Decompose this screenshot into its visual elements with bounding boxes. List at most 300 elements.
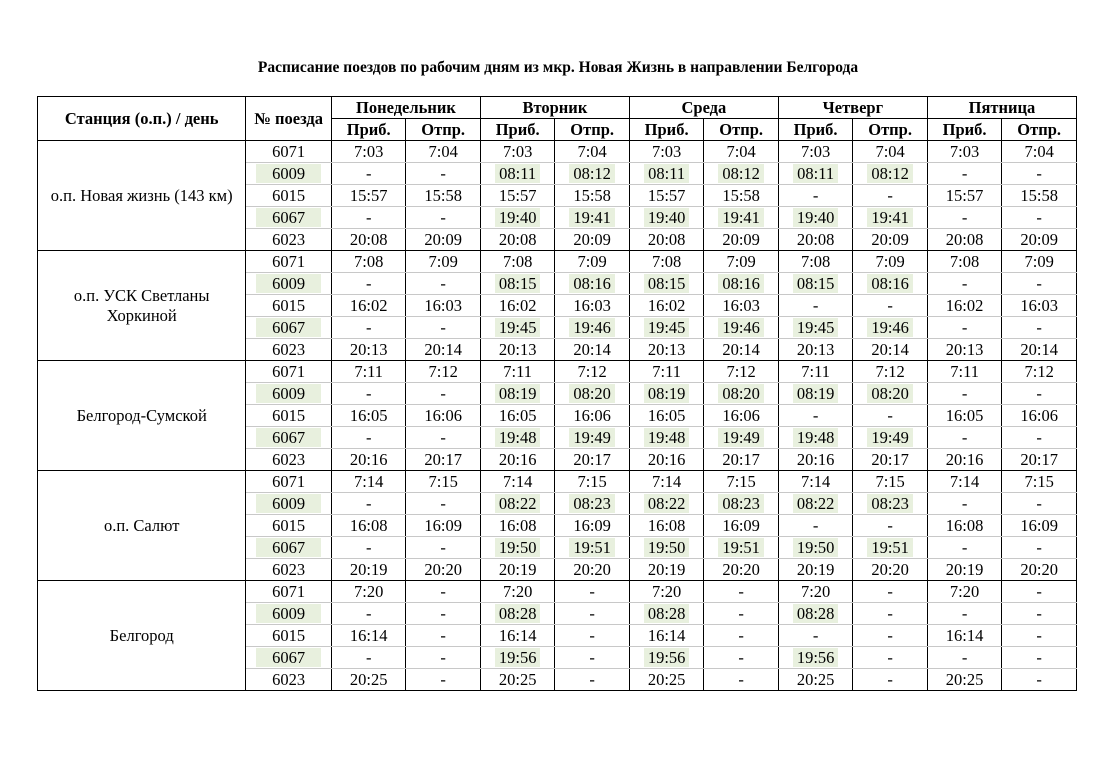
time-value: 19:41 xyxy=(867,208,913,227)
time-value: 19:40 xyxy=(793,208,839,227)
time-value: 20:08 xyxy=(796,229,835,249)
time-value: 7:20 xyxy=(651,581,682,601)
train-number xyxy=(246,603,332,625)
time-value: 15:58 xyxy=(573,185,611,205)
time-value: - xyxy=(887,647,893,667)
departure-time xyxy=(853,427,928,449)
departure-time xyxy=(1002,493,1077,515)
departure-time xyxy=(406,383,480,405)
time-value: 20:09 xyxy=(573,229,611,249)
time-value: 16:02 xyxy=(349,295,388,315)
time-value: 16:03 xyxy=(1020,295,1058,315)
arrival-time xyxy=(629,141,703,163)
time-value: - xyxy=(365,427,372,447)
arrival-time xyxy=(629,669,703,691)
time-value: - xyxy=(440,317,446,337)
arrival-time xyxy=(927,163,1001,185)
arrival-time xyxy=(480,449,554,471)
time-value: 19:45 xyxy=(793,318,839,337)
time-value: - xyxy=(1036,427,1042,447)
departure-time xyxy=(853,625,928,647)
departure-time xyxy=(704,295,779,317)
time-value: 20:16 xyxy=(647,449,686,469)
arrival-time xyxy=(480,581,554,603)
time-value: 20:16 xyxy=(945,449,984,469)
departure-time xyxy=(853,493,928,515)
time-value: 7:20 xyxy=(949,581,980,601)
departure-time xyxy=(406,537,480,559)
train-number xyxy=(246,405,332,427)
time-value: 08:16 xyxy=(718,274,764,293)
time-value: 08:16 xyxy=(569,274,615,293)
time-value: 08:19 xyxy=(793,384,839,403)
time-value: - xyxy=(365,603,372,623)
time-value: - xyxy=(365,383,372,403)
train-number-value: 6023 xyxy=(272,449,306,469)
departure-time xyxy=(704,537,779,559)
time-value: 16:02 xyxy=(647,295,686,315)
time-value: 20:08 xyxy=(498,229,537,249)
departure-time xyxy=(406,581,480,603)
arrival-time xyxy=(331,163,405,185)
train-number xyxy=(246,339,332,361)
arrival-time xyxy=(480,229,554,251)
arrival-time xyxy=(927,493,1001,515)
time-value: 7:09 xyxy=(1024,251,1054,271)
time-value: 08:22 xyxy=(793,494,839,513)
train-number xyxy=(246,493,332,515)
arrival-time xyxy=(629,603,703,625)
time-value: 16:06 xyxy=(424,405,462,425)
departure-time xyxy=(1002,229,1077,251)
train-number-value: 6067 xyxy=(256,648,321,667)
arrival-time xyxy=(331,141,405,163)
arrival-time xyxy=(629,361,703,383)
time-value: 7:11 xyxy=(503,361,533,381)
page-title: Расписание поездов по рабочим дням из мкр. Новая Жизнь в направлении Белгорода xyxy=(257,59,859,76)
time-value: 19:40 xyxy=(495,208,541,227)
time-value: 08:23 xyxy=(718,494,764,513)
train-number-value: 6015 xyxy=(272,515,306,535)
departure-time xyxy=(555,493,629,515)
departure-time xyxy=(555,251,629,273)
time-value: - xyxy=(365,647,372,667)
time-value: - xyxy=(961,647,968,667)
time-value: 16:09 xyxy=(1020,515,1058,535)
departure-time xyxy=(853,581,928,603)
departure-time xyxy=(704,471,779,493)
time-value: 7:08 xyxy=(502,251,533,271)
departure-time xyxy=(853,405,928,427)
time-value: 19:46 xyxy=(718,318,764,337)
train-number xyxy=(246,449,332,471)
departure-time xyxy=(1002,185,1077,207)
departure-time xyxy=(853,317,928,339)
departure-header: Отпр. xyxy=(555,119,629,141)
arrival-time xyxy=(480,471,554,493)
train-number xyxy=(246,251,332,273)
time-value: 7:14 xyxy=(354,471,384,491)
departure-time xyxy=(406,493,480,515)
time-value: - xyxy=(887,603,893,623)
arrival-time xyxy=(629,581,703,603)
train-number-value: 6015 xyxy=(272,185,306,205)
time-value: 19:56 xyxy=(644,648,690,667)
table-row xyxy=(38,581,1077,603)
train-number xyxy=(246,537,332,559)
arrival-time xyxy=(629,449,703,471)
time-value: - xyxy=(440,625,446,645)
train-number xyxy=(246,559,332,581)
departure-time xyxy=(1002,471,1077,493)
arrival-time xyxy=(778,405,852,427)
departure-time xyxy=(704,515,779,537)
departure-time xyxy=(1002,141,1077,163)
time-value: 19:50 xyxy=(495,538,541,557)
time-value: 20:19 xyxy=(945,559,984,579)
time-value: 20:13 xyxy=(349,339,388,359)
arrival-time xyxy=(927,603,1001,625)
departure-time xyxy=(853,537,928,559)
departure-time xyxy=(1002,581,1077,603)
departure-header: Отпр. xyxy=(704,119,779,141)
arrival-time xyxy=(778,361,852,383)
departure-time xyxy=(704,141,779,163)
departure-time xyxy=(853,273,928,295)
time-value: 20:19 xyxy=(498,559,537,579)
departure-time xyxy=(555,339,629,361)
departure-time xyxy=(406,317,480,339)
time-value: - xyxy=(589,647,595,667)
departure-time xyxy=(1002,361,1077,383)
time-value: - xyxy=(365,493,372,513)
time-value: 08:28 xyxy=(644,604,690,623)
time-value: 19:48 xyxy=(793,428,839,447)
departure-time xyxy=(704,207,779,229)
train-number xyxy=(246,317,332,339)
time-value: 16:08 xyxy=(647,515,686,535)
train-number-value: 6015 xyxy=(272,625,306,645)
time-value: 7:11 xyxy=(354,361,384,381)
arrival-time xyxy=(331,493,405,515)
departure-time xyxy=(853,559,928,581)
departure-time xyxy=(555,361,629,383)
departure-time xyxy=(704,603,779,625)
arrival-time xyxy=(480,669,554,691)
departure-time xyxy=(704,317,779,339)
train-number xyxy=(246,229,332,251)
departure-time xyxy=(853,603,928,625)
time-value: 20:08 xyxy=(349,229,388,249)
time-value: - xyxy=(365,317,372,337)
train-number xyxy=(246,427,332,449)
time-value: 7:12 xyxy=(1024,361,1054,381)
departure-time xyxy=(555,625,629,647)
time-value: 20:20 xyxy=(424,559,462,579)
time-value: - xyxy=(961,427,968,447)
time-value: 08:11 xyxy=(495,164,540,183)
arrival-header: Приб. xyxy=(927,119,1001,141)
departure-time xyxy=(853,295,928,317)
arrival-time xyxy=(480,185,554,207)
time-value: 08:11 xyxy=(644,164,689,183)
time-value: 08:15 xyxy=(495,274,541,293)
time-value: - xyxy=(589,625,595,645)
time-value: 19:40 xyxy=(644,208,690,227)
arrival-time xyxy=(331,471,405,493)
arrival-time xyxy=(927,141,1001,163)
departure-time xyxy=(704,669,779,691)
train-number-value: 6071 xyxy=(272,471,306,491)
time-value: 20:25 xyxy=(647,669,686,689)
time-value: 08:20 xyxy=(867,384,913,403)
arrival-time xyxy=(629,229,703,251)
time-value: 16:08 xyxy=(349,515,388,535)
train-number xyxy=(246,141,332,163)
arrival-time xyxy=(778,207,852,229)
time-value: - xyxy=(1036,537,1042,557)
time-value: 16:14 xyxy=(647,625,686,645)
arrival-time xyxy=(480,427,554,449)
train-number-value: 6009 xyxy=(256,384,321,403)
departure-time xyxy=(1002,647,1077,669)
time-value: 20:20 xyxy=(573,559,611,579)
train-number-value: 6023 xyxy=(272,229,306,249)
time-value: - xyxy=(738,647,744,667)
time-value: 7:20 xyxy=(354,581,384,601)
time-value: 19:56 xyxy=(495,648,541,667)
time-value: 20:17 xyxy=(573,449,611,469)
time-value: - xyxy=(1036,317,1042,337)
time-value: 08:22 xyxy=(644,494,690,513)
time-value: 08:23 xyxy=(867,494,913,513)
arrival-time xyxy=(480,559,554,581)
arrival-time xyxy=(927,647,1001,669)
arrival-time xyxy=(927,427,1001,449)
time-value: 20:17 xyxy=(424,449,462,469)
time-value: 19:41 xyxy=(569,208,615,227)
time-value: 20:20 xyxy=(1020,559,1058,579)
departure-time xyxy=(555,207,629,229)
day-header-tuesday: Вторник xyxy=(480,97,629,119)
time-value: 20:13 xyxy=(647,339,686,359)
train-number-value: 6023 xyxy=(272,669,306,689)
time-value: - xyxy=(440,273,446,293)
time-value: 7:09 xyxy=(726,251,756,271)
arrival-time xyxy=(629,185,703,207)
time-value: 08:22 xyxy=(495,494,541,513)
arrival-time xyxy=(778,647,852,669)
time-value: - xyxy=(440,581,446,601)
time-value: 19:49 xyxy=(718,428,764,447)
train-number-value: 6067 xyxy=(256,428,321,447)
time-value: 20:25 xyxy=(498,669,537,689)
time-value: - xyxy=(1036,383,1042,403)
departure-time xyxy=(1002,559,1077,581)
time-value: 20:09 xyxy=(424,229,462,249)
departure-time xyxy=(853,251,928,273)
arrival-time xyxy=(331,515,405,537)
departure-time xyxy=(704,185,779,207)
arrival-time xyxy=(480,207,554,229)
arrival-time xyxy=(927,185,1001,207)
time-value: 08:12 xyxy=(718,164,764,183)
departure-time xyxy=(704,625,779,647)
time-value: 19:51 xyxy=(718,538,764,557)
arrival-time xyxy=(778,339,852,361)
departure-header: Отпр. xyxy=(1002,119,1077,141)
arrival-time xyxy=(331,207,405,229)
time-value: 19:46 xyxy=(867,318,913,337)
arrival-time xyxy=(927,515,1001,537)
departure-time xyxy=(704,383,779,405)
time-value: - xyxy=(961,317,968,337)
time-value: 7:09 xyxy=(577,251,607,271)
time-value: - xyxy=(365,163,372,183)
time-value: 16:09 xyxy=(722,515,760,535)
arrival-time xyxy=(331,229,405,251)
arrival-time xyxy=(480,493,554,515)
station-name: Белгород xyxy=(38,581,246,691)
table-body xyxy=(38,141,1077,691)
arrival-time xyxy=(480,251,554,273)
time-value: 16:03 xyxy=(424,295,462,315)
train-number-value: 6015 xyxy=(272,295,306,315)
arrival-time xyxy=(480,295,554,317)
arrival-time xyxy=(927,581,1001,603)
time-value: 08:28 xyxy=(495,604,541,623)
arrival-time xyxy=(778,603,852,625)
arrival-time xyxy=(480,383,554,405)
time-value: - xyxy=(1036,669,1042,689)
departure-time xyxy=(406,273,480,295)
train-number-value: 6067 xyxy=(256,318,321,337)
train-number xyxy=(246,185,332,207)
time-value: 7:04 xyxy=(577,141,607,161)
departure-time xyxy=(704,405,779,427)
time-value: 7:20 xyxy=(800,581,831,601)
arrival-header: Приб. xyxy=(629,119,703,141)
time-value: 20:16 xyxy=(498,449,537,469)
time-value: 19:51 xyxy=(867,538,913,557)
time-value: - xyxy=(887,581,893,601)
departure-header: Отпр. xyxy=(853,119,928,141)
arrival-time xyxy=(331,251,405,273)
departure-time xyxy=(406,229,480,251)
time-value: 7:04 xyxy=(726,141,756,161)
time-value: 16:05 xyxy=(349,405,388,425)
time-value: - xyxy=(440,163,446,183)
arrival-time xyxy=(629,383,703,405)
time-value: 7:12 xyxy=(428,361,458,381)
time-value: 19:56 xyxy=(793,648,839,667)
time-value: 20:09 xyxy=(1020,229,1058,249)
time-value: 7:15 xyxy=(726,471,756,491)
arrival-time xyxy=(629,427,703,449)
time-value: - xyxy=(961,207,968,227)
time-value: - xyxy=(738,669,744,689)
departure-time xyxy=(1002,427,1077,449)
arrival-time xyxy=(629,493,703,515)
time-value: - xyxy=(365,273,372,293)
time-value: 20:20 xyxy=(871,559,909,579)
time-value: 7:09 xyxy=(428,251,458,271)
arrival-time xyxy=(480,405,554,427)
time-value: 20:25 xyxy=(796,669,835,689)
arrival-time xyxy=(331,559,405,581)
time-value: 19:50 xyxy=(644,538,690,557)
train-number xyxy=(246,361,332,383)
time-value: 7:14 xyxy=(651,471,682,491)
arrival-time xyxy=(927,383,1001,405)
departure-time xyxy=(555,185,629,207)
time-value: 16:14 xyxy=(498,625,537,645)
time-value: 16:03 xyxy=(722,295,760,315)
time-value: - xyxy=(440,647,446,667)
departure-time xyxy=(704,163,779,185)
arrival-time xyxy=(480,163,554,185)
time-value: 7:03 xyxy=(949,141,980,161)
time-value: 19:45 xyxy=(644,318,690,337)
departure-time xyxy=(406,295,480,317)
time-value: 16:08 xyxy=(945,515,984,535)
time-value: 20:08 xyxy=(945,229,984,249)
departure-time xyxy=(704,339,779,361)
departure-time xyxy=(704,493,779,515)
arrival-time xyxy=(927,405,1001,427)
time-value: 16:02 xyxy=(945,295,984,315)
departure-time xyxy=(406,427,480,449)
schedule-table xyxy=(37,96,1077,691)
time-value: 7:08 xyxy=(800,251,831,271)
train-number-value: 6071 xyxy=(272,361,306,381)
departure-time xyxy=(406,141,480,163)
train-number-value: 6009 xyxy=(256,604,321,623)
time-value: - xyxy=(812,295,819,315)
departure-time xyxy=(853,229,928,251)
time-value: 7:03 xyxy=(354,141,384,161)
time-value: 7:12 xyxy=(726,361,756,381)
arrival-time xyxy=(331,669,405,691)
arrival-time xyxy=(331,647,405,669)
time-value: - xyxy=(440,603,446,623)
time-value: 20:09 xyxy=(871,229,909,249)
time-value: - xyxy=(887,515,893,535)
departure-time xyxy=(406,405,480,427)
departure-time xyxy=(853,647,928,669)
time-value: - xyxy=(1036,603,1042,623)
departure-time xyxy=(555,647,629,669)
time-value: - xyxy=(887,669,893,689)
arrival-time xyxy=(331,295,405,317)
arrival-time xyxy=(927,559,1001,581)
departure-time xyxy=(555,163,629,185)
time-value: - xyxy=(440,427,446,447)
departure-time xyxy=(704,229,779,251)
train-number-value: 6071 xyxy=(272,251,306,271)
train-number xyxy=(246,669,332,691)
departure-time xyxy=(555,537,629,559)
arrival-time xyxy=(480,317,554,339)
departure-time xyxy=(406,449,480,471)
arrival-time xyxy=(778,493,852,515)
time-value: 20:16 xyxy=(796,449,835,469)
time-value: - xyxy=(812,515,819,535)
departure-time xyxy=(555,449,629,471)
time-value: - xyxy=(887,625,893,645)
table-row xyxy=(38,471,1077,493)
departure-time xyxy=(555,141,629,163)
